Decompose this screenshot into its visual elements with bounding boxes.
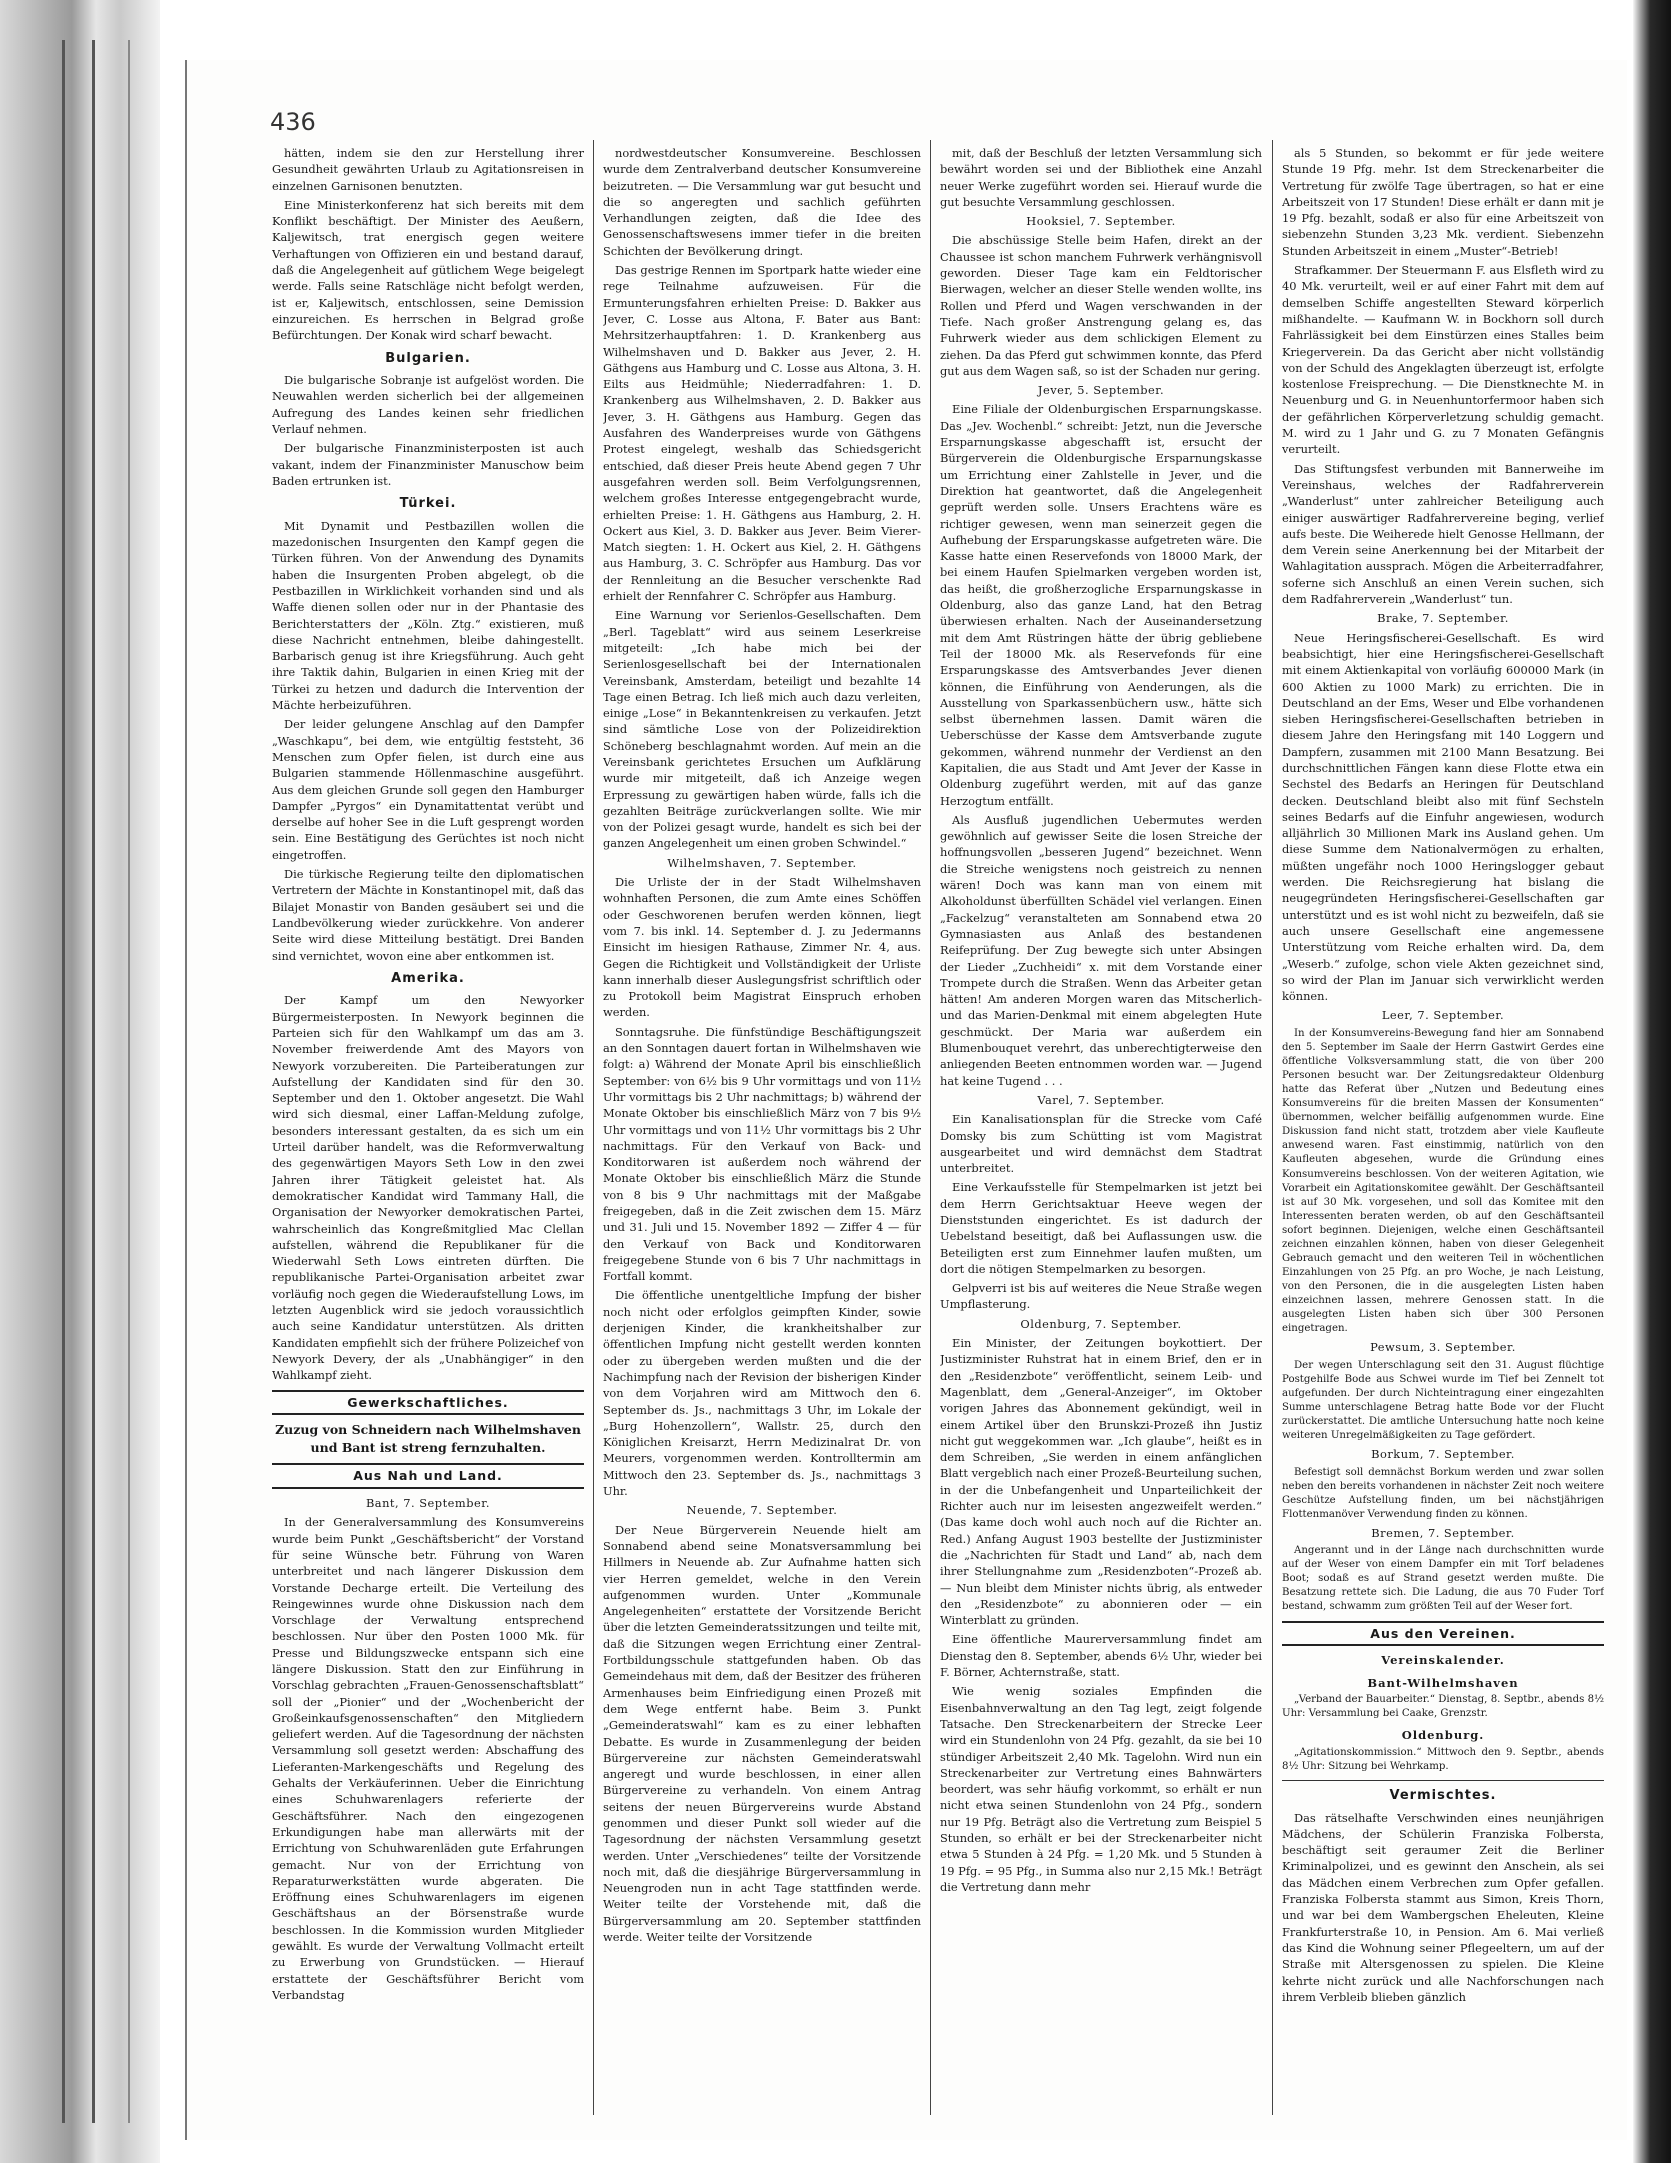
dateline: Hooksiel, 7. September.: [1026, 214, 1176, 229]
article-paragraph: Der wegen Unterschlagung seit den 31. August flüchtige Postgehilfe Bode aus Schwei wurde im Tief bei Zennelt tot aufgefunden. Der durch Nichteintragung einer eingezahlten Summe unterschlagene Betrag hatte Bode vor der Flucht zurückerstattet. Die amtliche Untersuchung hatte noch keine weiteren Unregelmäßigkeiten zu Tage gefördert.: [1282, 1359, 1604, 1442]
column-3: [940, 145, 1262, 2125]
column-2: [603, 145, 921, 2125]
dateline: Wilhelmshaven, 7. September.: [667, 855, 857, 870]
article-paragraph: hätten, indem sie den zur Herstellung ihrer Gesundheit gewährten Urlaub zu Agitationsreisen in einzelnen Garnisonen benutzten.: [272, 146, 584, 193]
notice-paragraph: Zuzug von Schneidern nach Wilhelmshaven und Bant ist streng fernzuhalten.: [275, 1422, 581, 1456]
article-paragraph: Eine Filiale der Oldenburgischen Ersparnungskasse. Das „Jev. Wochenbl.“ schreibt: Jetzt, nun die Jeversche Ersparnungskasse abgeschafft ist, ersucht der Bürgerverein die Oldenburgische Ersparnungskasse um Errichtung einer Zahlstelle in Jever, und die Direktion hat geantwortet, daß die Angelegenheit geprüft werden solle. Unsers Erachtens wäre es richtiger gewesen, wenn man seinerzeit gegen die Aufhebung der Ersparungskasse aufgetreten wäre. Die Kasse hatte einen Reservefonds von 18000 Mark, der bei einem Haufen Spielmarken vergeben worden ist, das heißt, die großherzogliche Ersparnungskasse in Oldenburg, also das ganze Land, hat den Betrag überwiesen erhalten. Nach der Auseinandersetzung mit dem Amt Rüstringen hätte der übrig gebliebene Teil der 18000 Mk. als Reservefonds für eine Ersparungskasse des Amtsverbandes Jever dienen können, die Einführung von Aenderungen, als die Ausstellung von Sparkassenbüchern usw., hätte sich selbst übernehmen lassen. Damit wären die Ueberschüsse der Kasse dem Amtsverbande zugute gekommen, während nunmehr der Verdienst an den Kapitalien, die aus Stadt und Amt Jever der Kasse in Oldenburg zugeführt werden, mit auf das ganze Herzogtum entfällt.: [940, 402, 1262, 808]
calendar-place: Oldenburg.: [1401, 1728, 1485, 1743]
article-paragraph: Der Kampf um den Newyorker Bürgermeisterposten. In Newyork beginnen die Parteien sich für den Wahlkampf um das am 3. November freiwerdende Amt des Mayors von Newyork vorzubereiten. Die Parteiberatungen zur Aufstellung der Kandidaten sind für den 30. September und den 1. Oktober angesetzt. Die Wahl wird sich diesmal, einer Laffan-Meldung zufolge, besonders interessant gestalten, da es sich um ein Urteil darüber handelt, was die Reformverwaltung des gegenwärtigen Mayors Seth Low in den zwei Jahren ihrer Tätigkeit geleistet hat. Als demokratischer Kandidat wird Tammany Hall, die Organisation der Newyorker demokratischen Partei, wahrscheinlich das Kongreßmitglied Mac Clellan aufstellen, während die Republikaner für die Wiederwahl Seth Lows eintreten dürften. Die republikanische Partei-Organisation arbeitet zwar vorläufig noch gegen die Wiederaufstellung Lows, im letzten Augenblick wird sie jedoch voraussichtlich auch seine Kandidatur unterstützen. Als dritten Kandidaten empfiehlt sich der frühere Polizeichef von Newyork Devery, der als „Unabhängiger“ in den Wahlkampf zieht.: [272, 993, 584, 1383]
article-paragraph: Die öffentliche unentgeltliche Impfung der bisher noch nicht oder erfolglos geimpften Kinder, sowie derjenigen Kinder, die krankheitshalber zur öffentlichen Impfung nicht gestellt werden konnten oder zu übergeben werden mußten und die der Nachimpfung nach der Revision der bisherigen Kinder von dem Vorjahren wird am Mittwoch den 6. September ds. Js., nachmittags 3 Uhr, im Lokale der „Burg Hohenzollern“, Wallstr. 25, durch den Königlichen Kreisarzt, Herrn Medizinalrat Dr. von Meurers, vorgenommen werden. Kontrolltermin am Mittwoch den 23. September ds. Js., nachmittags 3 Uhr.: [603, 1288, 921, 1499]
article-paragraph: Das Stiftungsfest verbunden mit Bannerweihe im Vereinshaus, welches der Radfahrerverein „Wanderlust“ unter zahlreicher Beteiligung auch einiger auswärtiger Radfahrervereine beging, verlief aufs beste. Die Weiherede hielt Genosse Hellmann, der dem Verein seine Anerkennung bei der Mitarbeit der Wahlagitation aussprach. Mögen die Arbeiterradfahrer, soferne sich Anschluß an einen Verein suchen, sich dem Radfahrerverein „Wanderlust“ tun.: [1282, 461, 1604, 607]
calendar-place: Bant-Wilhelmshaven: [1367, 1675, 1519, 1690]
article-paragraph: nordwestdeutscher Konsumvereine. Beschlossen wurde dem Zentralverband deutscher Konsumvereine beizutreten. — Die Versammlung war gut besucht und die so angeregten und sachlich geführten Verhandlungen zeigten, daß die Idee des Genossenschaftswesens immer tiefer in die breiten Schichten der Bevölkerung dringt.: [603, 146, 921, 258]
article-paragraph: Eine Warnung vor Serienlos-Gesellschaften. Dem „Berl. Tageblatt“ wird aus seinem Leserkreise mitgeteilt: „Ich habe mich bei der Serienlosgesellschaft bei der Internationalen Vereinsbank, Amsterdam, beteiligt und bezahlte 14 Tage einen Betrag. Ich ließ mich auch dazu verleiten, einige „Lose“ in Bekanntenkreisen zu verkaufen. Jetzt sind sämtliche Lose von der Polizeidirektion Schöneberg beschlagnahmt worden. Auf mein an die Vereinsbank gerichtetes Ersuchen um Aufklärung wurde mir mitgeteilt, daß ich Anzeige wegen Erpressung zu gewärtigen haben würde, falls ich die gezahlten Beiträge zurückverlangen sollte. Wie mir von der Polizei gesagt wurde, handelt es sich bei der ganzen Angelegenheit um einen groben Schwindel.“: [603, 608, 921, 851]
dateline: Leer, 7. September.: [1381, 1008, 1505, 1023]
article-paragraph: Eine öffentliche Maurerversammlung findet am Dienstag den 8. September, abends 6½ Uhr, wieder bei F. Börner, Achternstraße, statt.: [940, 1632, 1262, 1680]
section-box-heading: Gewerkschaftliches.: [272, 1390, 584, 1416]
dateline: Bant, 7. September.: [365, 1496, 491, 1511]
article-paragraph: Ein Kanalisationsplan für die Strecke vom Café Domsky bis zum Schütting ist vom Magistrat ausgearbeitet und wird demnächst dem Stadtrat unterbreitet.: [940, 1112, 1262, 1176]
article-paragraph: Sonntagsruhe. Die fünfstündige Beschäftigungszeit an den Sonntagen dauert fortan in Wilhelmshaven wie folgt: a) Während der Monate April bis einschließlich September: von 6½ bis 9 Uhr vormittags und von 11½ Uhr vormittags bis 2 Uhr nachmittags; b) während der Monate Oktober bis einschließlich März von 7 bis 9½ Uhr vormittags und von 11½ Uhr vormittags bis 2 Uhr nachmittags. Für den Verkauf von Back- und Konditorwaren ist außerdem noch während der Monate Oktober bis einschließlich März die Stunde von 8 bis 9 Uhr nachmittags mit der Maßgabe freigegeben, daß in die Zeit zwischen dem 15. März und 31. Juli und 15. November 1892 — Ziffer 4 — für den Verkauf von Back und Konditorwaren freigegebene Stunde von 6 bis 7 Uhr nachmittags in Fortfall kommt.: [603, 1024, 921, 1284]
calendar-entry: „Verband der Bauarbeiter.“ Dienstag, 8. Septbr., abends 8½ Uhr: Versammlung bei Caake, Grenzstr.: [1282, 1694, 1604, 1720]
dateline: Neuende, 7. September.: [686, 1503, 838, 1518]
article-paragraph: Die türkische Regierung teilte den diplomatischen Vertretern der Mächte in Konstantinopel mit, daß das Bilajet Monastir von Banden gesäubert sei und die Landbevölkerung wieder zurückkehre. Von anderer Seite wird diese Mitteilung bestätigt. Drei Banden sind vernichtet, wovon eine aber entkommen ist.: [272, 867, 584, 963]
section-heading: Türkei.: [399, 496, 457, 512]
article-paragraph: Die bulgarische Sobranje ist aufgelöst worden. Die Neuwahlen werden sicherlich bei der allgemeinen Aufregung des Landes keinen sehr friedlichen Verlauf nehmen.: [272, 373, 584, 437]
article-paragraph: Neue Heringsfischerei-Gesellschaft. Es wird beabsichtigt, hier eine Heringsfischerei-Gesellschaft mit einem Aktienkapital von vorläufig 600000 Mark (in 600 Aktien zu 1000 Mark) zu errichten. Die in Deutschland an der Ems, Weser und Elbe vorhandenen sieben Heringsfischerei-Gesellschaften betrieben in diesem Jahre den Heringsfang mit 140 Loggern und Dampfern, zusammen mit 2100 Mann Besatzung. Bei durchschnittlichen Fängen kann diese Flotte etwa ein Sechstel des Bedarfs an Heringen für Deutschland decken. Deutschland bleibt also mit fünf Sechsteln seines Bedarfs auf die Einfuhr angewiesen, wodurch alljährlich 30 Millionen Mark ins Ausland gehen. Um diese Summe dem Nationalvermögen zu erhalten, müßten ungefähr noch 1000 Heringslogger gebaut werden. Die Reichsregierung hat bislang die neugegründeten Heringsfischerei-Gesellschaften gar unterstützt und es ist wohl nicht zu bezweifeln, daß sie auch unsere Gesellschaft eine angemessene Unterstützung vom Reiche erhalten wird. Da, dem „Weserb.“ zufolge, schon viele Akten gezeichnet sind, so wird der Plan im Januar sich verwirklicht werden können.: [1282, 630, 1604, 1004]
article-paragraph: Eine Verkaufsstelle für Stempelmarken ist jetzt bei dem Herrn Gerichtsaktuar Heeve wegen der Dienststunden eingerichtet. Es ist dadurch der Uebelstand beseitigt, daß bei Auflassungen usw. die Beteiligten erst zum Einnehmer laufen mußten, um dort die nötigen Stempelmarken zu besorgen.: [940, 1180, 1262, 1276]
section-box-heading: Aus Nah und Land.: [272, 1463, 584, 1489]
dateline: Borkum, 7. September.: [1371, 1447, 1515, 1462]
article-paragraph: Gelpverri ist bis auf weiteres die Neue Straße wegen Umpflasterung.: [940, 1281, 1262, 1312]
section-heading: Bulgarien.: [385, 350, 471, 366]
divider: [1282, 1780, 1604, 1781]
article-paragraph: Die abschüssige Stelle beim Hafen, direkt an der Chaussee ist schon manchem Fuhrwerk verhängnisvoll geworden. Dieser Tage kam ein Feldtorischer Bierwagen, welcher an dieser Stelle wenden wollte, ins Rollen und Pferd und Wagen verschwanden in der Tiefe. Nach großer Anstrengung gelang es, das Fuhrwerk wieder aus dem schlickigen Element zu ziehen. Da das Pferd gut schwimmen konnte, das Pferd gut aus dem Wagen saß, so ist der Schaden nur gering.: [940, 233, 1262, 378]
section-box-heading: Aus den Vereinen.: [1282, 1621, 1604, 1647]
article-paragraph: Ein Minister, der Zeitungen boykottiert. Der Justizminister Ruhstrat hat in einem Brief, den er in den „Residenzbote“ veröffentlicht, seinem Leib- und Magenblatt, dem „General-Anzeiger“, im Oktober vorigen Jahres das Abonnement gekündigt, weil in einem Artikel über den Brunskzi-Prozeß ihn Justiz nicht gut weggekommen war. „Ich glaube“, heißt es in dem Schreiben, „Sie werden in einem anfänglichen Blatt vergeblich nach einer Prozeß-Beurteilung suchen, in der die Unbefangenheit und Unparteilichkeit der Richter auch nur im leisesten angezweifelt werden.“ (Das kame doch wohl auch noch auf die Richter an. Red.) Anfang August 1903 bestellte der Justizminister die „Nachrichten für Stadt und Land“ ab, nach dem ihrer Stellungnahme zum „Residenzboten“-Prozeß ab. — Nun bleibt dem Minister nichts übrig, als entweder den „Residenzbote“ zu abonnieren oder — ein Winterblatt zu gründen.: [940, 1336, 1262, 1628]
calendar-title: Vereinskalender.: [1381, 1653, 1505, 1668]
page-number: 436: [270, 108, 316, 136]
article-paragraph: als 5 Stunden, so bekommt er für jede weitere Stunde 19 Pfg. mehr. Ist dem Streckenarbeiter die Vertretung für zwölfe Tage übertragen, so hat er eine Arbeitszeit von 17 Stunden! Diese erhält er dann mit je 19 Pfg. bezahlt, sodaß er also für eine Arbeitszeit von siebenzehn Stunden 3,23 Mk. verdient. Siebenzehn Stunden Arbeitszeit in einem „Muster“-Betrieb!: [1282, 146, 1604, 258]
article-paragraph: Eine Ministerkonferenz hat sich bereits mit dem Konflikt beschäftigt. Der Minister des Aeußern, Kaljewitsch, trat energisch gegen weitere Verhaftungen von Offizieren ein und bestand darauf, daß die Angelegenheit auf gütlichem Wege beigelegt werde. Falls seine Ratschläge nicht befolgt werden, ist er, Kaljewitsch, entschlossen, seine Demission einzureichen. Es herrschen in Belgrad große Befürchtungen. Der Konak wird scharf bewacht.: [272, 197, 584, 343]
column-1: [272, 145, 584, 2125]
section-heading: Vermischtes.: [1389, 1788, 1497, 1804]
dateline: Bremen, 7. September.: [1371, 1525, 1515, 1540]
dateline: Varel, 7. September.: [1037, 1092, 1165, 1107]
column-4: [1282, 145, 1604, 2125]
article-paragraph: Das rätselhafte Verschwinden eines neunjährigen Mädchens, der Schülerin Franziska Folbersta, beschäftigt seit geraumer Zeit die Berliner Kriminalpolizei, und es gewinnt den Anschein, als sei das Mädchen einem Verbrechen zum Opfer gefallen. Franziska Folbersta stammt aus Simon, Kreis Thorn, und war bei dem Wambergschen Eheleuten, Kleine Frankfurterstraße 10, in Pension. Am 6. Mai verließ das Kind die Wohnung seiner Pflegeeltern, um auf der Straße mit Altersgenossen zu spielen. Die Kleine kehrte nicht zurück und alle Nachforschungen nach ihrem Verbleib blieben gänzlich: [1282, 1810, 1604, 2004]
dateline: Jever, 5. September.: [1037, 383, 1165, 398]
article-paragraph: Als Ausfluß jugendlichen Uebermutes werden gewöhnlich auf gewisser Seite die losen Streiche der hoffnungsvollen „besseren Jugend“ bezeichnet. Wenn die Streiche wenigstens noch geistreich zu nennen wären! Doch was kann man von einem mit Alkoholdunst überfüllten Schädel viel verlangen. Einen „Fackelzug“ veranstalteten am Sonnabend etwa 20 Gymnasiasten aus Anlaß des bestandenen Reifeprüfung. Der Zug bewegte sich unter Absingen der Lieder „Zuchheidi“ x. mit dem Vorstande einer Trompete durch die Straßen. Wenn das Arbeiter getan hätten! Am anderen Morgen waren das Mitscherlich- und das Marien-Denkmal mit einem abgelegten Hute geschmückt. Der Maria war außerdem ein Blumenbouquet verehrt, das unberechtigterweise den anliegenden Beeten entnommen worden war. — Jugend hat keine Tugend . . .: [940, 812, 1262, 1088]
calendar-entry: „Agitationskommission.“ Mittwoch den 9. Septbr., abends 8½ Uhr: Sitzung bei Wehrkamp.: [1282, 1746, 1604, 1772]
article-paragraph: Der Neue Bürgerverein Neuende hielt am Sonnabend abend seine Monatsversammlung bei Hillmers in Neuende ab. Zur Aufnahme hatten sich vier Herren gemeldet, welche in den Verein aufgenommen wurden. Unter „Kommunale Angelegenheiten“ erstattete der Vorsitzende Bericht über die letzten Gemeinderatssitzungen und teilte mit, daß die Sitzungen wegen Errichtung einer Zentral-Fortbildungsschule stattgefunden haben. Ob das Gemeindehaus mit dem, daß der Besitzer des früheren Armenhauses beim Einfriedigung einen Prozeß mit dem Wege entfernt habe. Beim 3. Punkt „Gemeinderatswahl“ kam es zu einer lebhaften Debatte. Es wurde in Zusammenlegung der beiden Bürgervereine zur nächsten Gemeinderatswahl angeregt und wurde beschlossen, in einer allen Bürgervereine zu verhandeln. Von einem Antrag seitens der neuen Bürgervereins wurde Abstand genommen und dieser Punkt soll wieder auf die Tagesordnung der nächsten Versammlung gesetzt werden. Unter „Verschiedenes“ teilte der Vorsitzende noch mit, daß die diesjährige Bürgerversammlung in Neuengroden nun in acht Tage stattfinden werde. Weiter teilte der Vorstehende mit, daß die Bürgerversammlung am 20. September stattfinden werde. Weiter teilte der Vorsitzende: [603, 1522, 921, 1945]
article-paragraph: Angerannt und in der Länge nach durchschnitten wurde auf der Weser von einem Dampfer ein mit Torf beladenes Boot; sodaß es auf Strand gesetzt werden mußte. Die Besatzung rettete sich. Die Ladung, die aus 70 Fuder Torf bestand, schwamm zum größten Teil auf der Weser fort.: [1282, 1545, 1604, 1613]
article-paragraph: Die Urliste der in der Stadt Wilhelmshaven wohnhaften Personen, die zum Amte eines Schöffen oder Geschworenen berufen werden können, liegt vom 7. bis inkl. 14. September d. J. zu Jedermanns Einsicht im hiesigen Rathause, Zimmer Nr. 4, aus. Gegen die Richtigkeit und Vollständigkeit der Urliste kann innerhalb dieser Auslegungsfrist schriftlich oder zu Protokoll beim Magistrat Einspruch erhoben werden.: [603, 875, 921, 1020]
article-paragraph: Mit Dynamit und Pestbazillen wollen die mazedonischen Insurgenten den Kampf gegen die Türken führen. Von der Anwendung des Dynamits haben die Insurgenten Proben abgelegt, ob die Pestbazillen in Wirklichkeit vorhanden sind und als Waffe dienen sollen oder nur in der Phantasie des Berichterstatters der „Köln. Ztg.“ existieren, muß diese Nachricht entnehmen, bleibe dahingestellt. Barbarisch genug ist ihre Kriegsführung. Auch geht ihre Taktik dahin, Bulgarien in einen Krieg mit der Türkei zu hetzen und dadurch die Intervention der Mächte herbeizuführen.: [272, 518, 584, 713]
article-paragraph: Strafkammer. Der Steuermann F. aus Elsfleth wird zu 40 Mk. verurteilt, weil er auf einer Fahrt mit dem auf demselben Schiffe angestellten Steward körperlich mißhandelte. — Kaufmann W. in Bockhorn soll durch Fahrlässigkeit bei dem Einstürzen eines Stalles beim Kriegerverein. Da das Gericht aber nicht vollständig von der Schuld des Angeklagten überzeugt ist, erfolgte kostenlose Freisprechung. — Die Dienstknechte M. in Neuenburg und G. in Neuenhuntorfermoor haben sich der gefährlichen Körperverletzung schuldig gemacht. M. wird zu 1 Jahr und G. zu 7 Monaten Gefängnis verurteilt.: [1282, 263, 1604, 457]
article-paragraph: Befestigt soll demnächst Borkum werden und zwar sollen neben den bereits vorhandenen in nächster Zeit noch weitere Geschütze Aufstellung finden, um bei nächstjährigen Flottenmanöver Verwendung finden zu können.: [1282, 1466, 1604, 1520]
dateline: Pewsum, 3. September.: [1370, 1340, 1516, 1355]
article-paragraph: Das gestrige Rennen im Sportpark hatte wieder eine rege Teilnahme aufzuweisen. Für die Ermunterungsfahren erhielten Preise: D. Bakker aus Jever, C. Losse aus Altona, F. Bater aus Bant: Mehrsitzerhauptfahren: 1. D. Krankenberg aus Wilhelmshaven und D. Bakker aus Jever, 2. H. Gäthgens aus Hamburg und C. Losse aus Altona, 3. H. Eilts aus Heidmühle; Niederradfahren: 1. D. Krankenberg aus Wilhelmshaven, 2. D. Bakker aus Jever, 3. H. Gäthgens aus Hamburg. Gegen das Ausfahren des Wanderpreises wurde von Gäthgens Protest eingelegt, weshalb das Schiedsgericht entschied, daß dieser Preis heute Abend gegen 7 Uhr ausgefahren werden soll. Beim Verfolgungsrennen, welchem großes Interesse entgegengebracht wurde, erhielten Preise: 1. H. Gäthgens aus Hamburg, 2. H. Ockert aus Kiel, 3. D. Bakker aus Jever. Beim Vierer-Match siegten: 1. H. Ockert aus Kiel, 2. H. Gäthgens aus Hamburg, 3. C. Schröpfer aus Hamburg. Das vor der Rennleitung an die Besucher verschenkte Rad erhielt der Rennfahrer C. Schröpfer aus Hamburg.: [603, 263, 921, 604]
section-heading: Amerika.: [391, 970, 465, 986]
article-paragraph: Der leider gelungene Anschlag auf den Dampfer „Waschkapu“, bei dem, wie entgültig feststeht, 36 Menschen zum Opfer fielen, ist durch eine aus Bulgarien stammende Höllenmaschine ausgeführt. Aus dem gleichen Grunde soll gegen den Hamburger Dampfer „Pyrgos“ ein Dynamitattentat verübt und derselbe auf hoher See in die Luft gesprengt worden sein. Eine Bestätigung des Gerüchtes ist noch nicht eingetroffen.: [272, 717, 584, 862]
article-paragraph: Der bulgarische Finanzministerposten ist auch vakant, indem der Finanzminister Manuschow beim Baden ertrunken ist.: [272, 441, 584, 488]
article-paragraph: In der Generalversammlung des Konsumvereins wurde beim Punkt „Geschäftsbericht“ der Vorstand für seine Wünsche betr. Führung von Waren unterbreitet und nach längerer Diskussion dem Vorstande Decharge erteilt. Die Verteilung des Reingewinnes wurde ohne Diskussion nach dem Vorschlage der Verwaltung entsprechend beschlossen. Nur über den Posten 1000 Mk. für Presse und Bildungszwecke entspann sich eine längere Diskussion. Statt den zur Einführung in Vorschlag gebrachten „Frauen-Genossenschaftsblatt“ soll der „Pionier“ und der „Wochenbericht der Großeinkaufsgenossenschaften“ den Mitgliedern geliefert werden. Auf die Tagesordnung der nächsten Versammlung soll gesetzt werden: Abschaffung des Lieferanten-Markengeschäfts und Regelung des Gehalts der Verkäuferinnen. Ueber die Einrichtung eines Schuhwarenlagers referierte der Geschäftsführer. Nach den eingezogenen Erkundigungen habe man allerwärts mit der Errichtung von Schuhwarenläden gute Erfahrungen gemacht. Nur von der Errichtung von Reparaturwerkstätten wurde abgeraten. Die Eröffnung eines Schuhwarenlagers im eigenen Geschäftshaus an der Börsenstraße wurde beschlossen. In die Kommission wurden Mitglieder gewählt. Es wurde der Verwaltung Vollmacht erteilt zu Erwerbung von Grundstücken. — Hierauf erstattete der Geschäftsführer Bericht vom Verbandstag: [272, 1515, 584, 2002]
dateline: Brake, 7. September.: [1377, 611, 1509, 626]
article-paragraph: Wie wenig soziales Empfinden die Eisenbahnverwaltung an den Tag legt, zeigt folgende Tatsache. Den Streckenarbeitern der Strecke Leer wird ein Stundenlohn von 24 Pfg. gezahlt, da sie bei 10 stündiger Arbeitszeit 2,40 Mk. Tagelohn. Wird nun ein Streckenarbeiter zur Vertretung eines Bahnwärters beordert, was sehr häufig vorkommt, so erhält er nun nicht etwa seinen Stundenlohn von 24 Pfg., sondern nur 19 Pfg. Beträgt also die Vertretung zum Beispiel 5 Stunden, so erhält er bei der Streckenarbeiter nicht etwa 5 Stunden à 24 Pfg. = 1,20 Mk. und 5 Stunden à 19 Pfg. = 95 Pfg., in Summa also nur 2,15 Mk.! Beträgt die Vertretung dann mehr: [940, 1684, 1262, 1894]
dateline: Oldenburg, 7. September.: [1020, 1316, 1182, 1331]
article-paragraph: mit, daß der Beschluß der letzten Versammlung sich bewährt worden sei und der Bibliothek eine Anzahl neuer Werke zugeführt worden sei. Hierauf wurde die gut besuchte Versammlung geschlossen.: [940, 146, 1262, 209]
article-paragraph: In der Konsumvereins-Bewegung fand hier am Sonnabend den 5. September im Saale der Herrn Gastwirt Gerdes eine öffentliche Volksversammlung statt, die von über 200 Personen besucht war. Der Zeitungsredakteur Oldenburg hatte das Referat über „Nutzen und Bedeutung eines Konsumvereins für die breiten Massen der Konsumenten“ übernommen, welcher beifällig aufgenommen wurde. Eine Diskussion fand nicht statt, trotzdem aber viele Kaufleute anwesend waren. Fast einstimmig, natürlich von den Kaufleuten abgesehen, wurde die Gründung eines Konsumvereins beschlossen. Von der weiteren Agitation, wie Vorarbeit ein Agitationskomitee gewählt. Der Geschäftsanteil ist auf 30 Mk. vorgesehen, und soll das Komitee mit den Interessenten beraten werden, ob auf den Geschäftsanteil sofort beginnen. Diejenigen, welche einen Geschäftsanteil zeichnen einzahlen können, haben von dieser Gelegenheit Gebrauch gemacht und den weiteren Teil in wöchentlichen Einzahlungen von 25 Pfg. an pro Woche, je nach Leistung, von den Personen, die in die ausgelegten Listen haben einzeichnen lassen, mehrere Genossen statt. In die ausgelegten Listen haben sich über 300 Personen eingetragen.: [1282, 1027, 1604, 1335]
